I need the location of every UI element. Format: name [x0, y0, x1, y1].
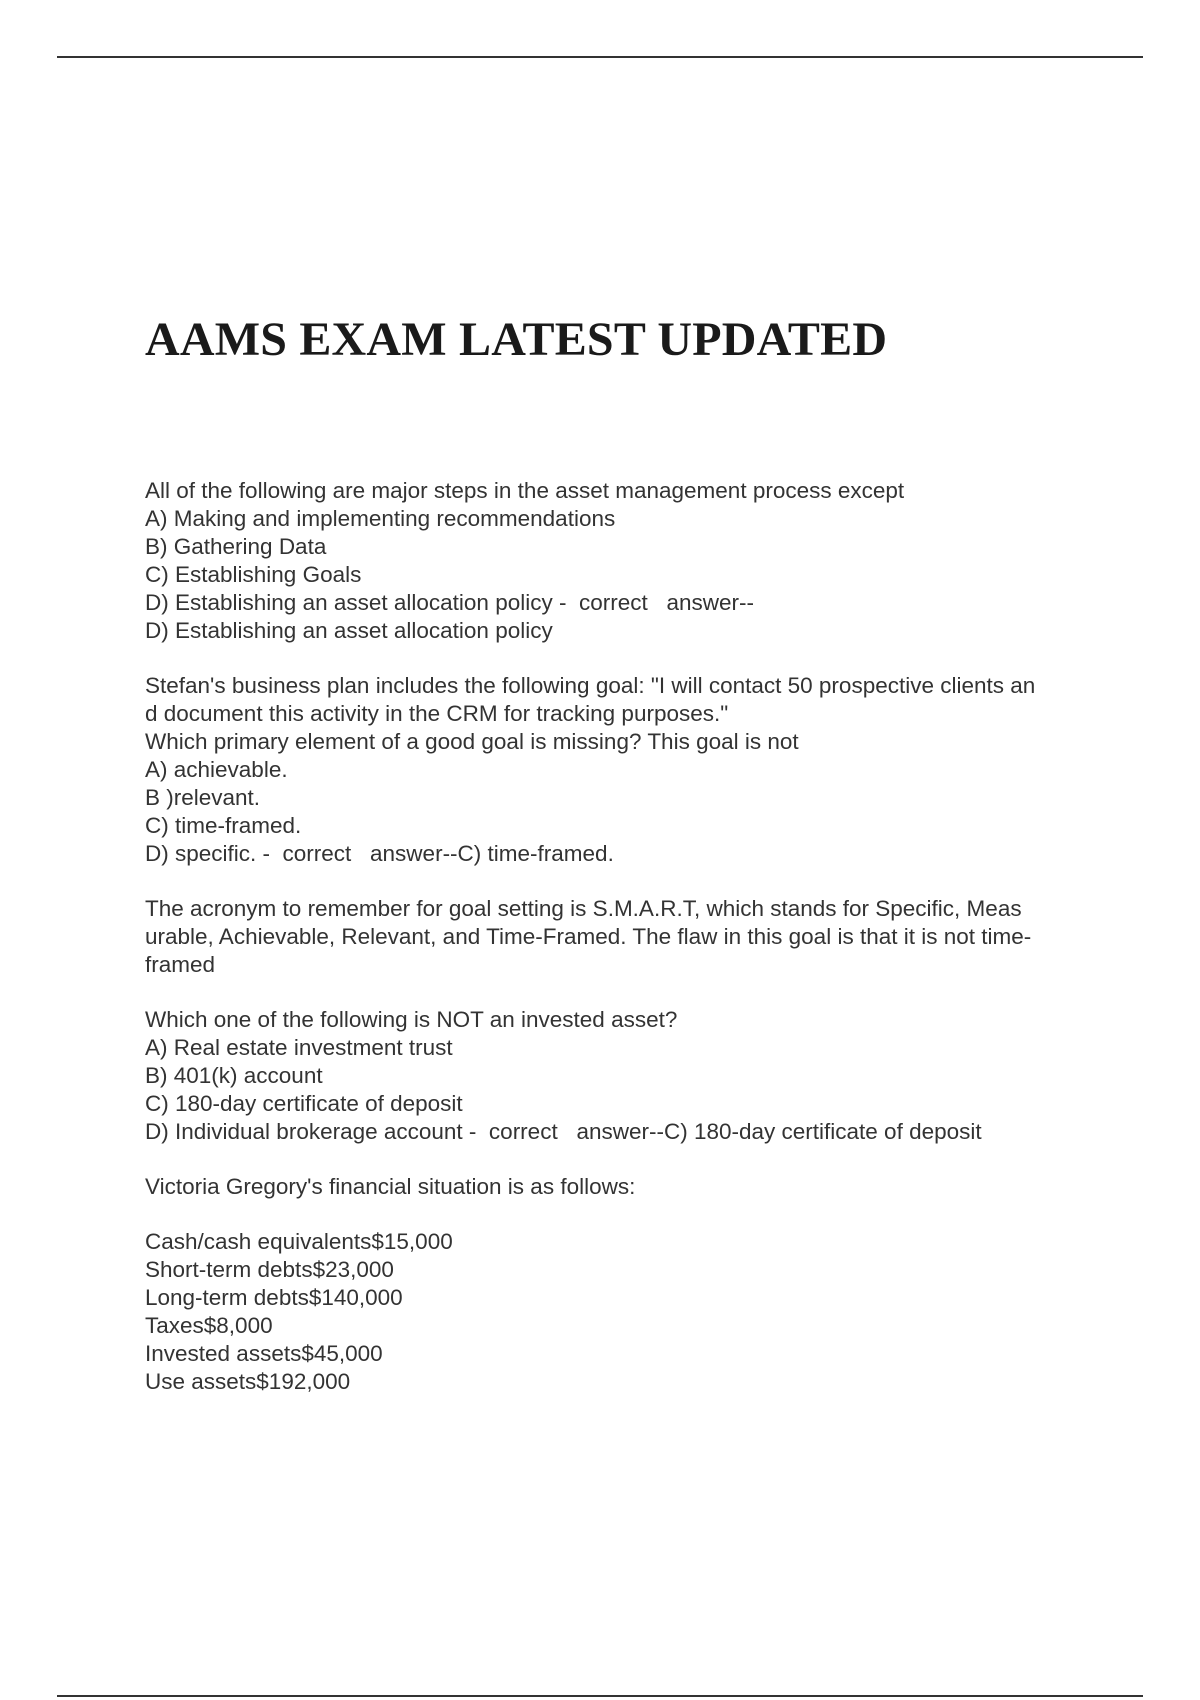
question-block-2 [145, 672, 1090, 868]
document-body [145, 477, 1090, 1423]
financial-figures [145, 1228, 1090, 1396]
bottom-rule [57, 1695, 1143, 1697]
question-block-1 [145, 477, 1090, 645]
option-a: A) Making and implementing recommendations [145, 506, 616, 531]
option-d-with-answer: D) Individual brokerage account - correct answer--C) 180-day certificate of deposit [145, 1119, 982, 1144]
figure-line: Short-term debts$23,000 [145, 1257, 394, 1282]
option-b: B) Gathering Data [145, 534, 327, 559]
option-c: C) 180-day certificate of deposit [145, 1091, 463, 1116]
option-b: B )relevant. [145, 785, 261, 810]
question-text: All of the following are major steps in the asset management process except [145, 478, 905, 503]
explanation-line: urable, Achievable, Relevant, and Time-Framed. The flaw in this goal is that it is not time- [145, 924, 1032, 949]
question-text-continued: d document this activity in the CRM for tracking purposes." [145, 701, 729, 726]
figure-line: Use assets$192,000 [145, 1369, 351, 1394]
option-c: C) time-framed. [145, 813, 302, 838]
option-d-with-answer: D) Establishing an asset allocation policy - correct answer-- [145, 590, 754, 615]
question-text: Stefan's business plan includes the following goal: "I will contact 50 prospective clients an [145, 673, 1036, 698]
option-a: A) achievable. [145, 757, 288, 782]
figure-line: Invested assets$45,000 [145, 1341, 383, 1366]
figure-line: Long-term debts$140,000 [145, 1285, 403, 1310]
explanation-block [145, 895, 1090, 979]
question-block-3 [145, 1006, 1090, 1146]
figure-line: Cash/cash equivalents$15,000 [145, 1229, 453, 1254]
option-d-with-answer: D) specific. - correct answer--C) time-framed. [145, 841, 614, 866]
top-rule [57, 56, 1143, 58]
question-block-4 [145, 1173, 1090, 1201]
option-b: B) 401(k) account [145, 1063, 323, 1088]
explanation-line: The acronym to remember for goal setting is S.M.A.R.T, which stands for Specific, Meas [145, 896, 1022, 921]
figure-line: Taxes$8,000 [145, 1313, 273, 1338]
answer-text: D) Establishing an asset allocation policy [145, 618, 553, 643]
question-text: Victoria Gregory's financial situation is as follows: [145, 1174, 636, 1199]
document-title: AAMS EXAM LATEST UPDATED [145, 313, 888, 366]
question-prompt: Which primary element of a good goal is missing? This goal is not [145, 729, 799, 754]
option-a: A) Real estate investment trust [145, 1035, 453, 1060]
explanation-line: framed [145, 952, 216, 977]
question-text: Which one of the following is NOT an invested asset? [145, 1007, 678, 1032]
option-c: C) Establishing Goals [145, 562, 362, 587]
